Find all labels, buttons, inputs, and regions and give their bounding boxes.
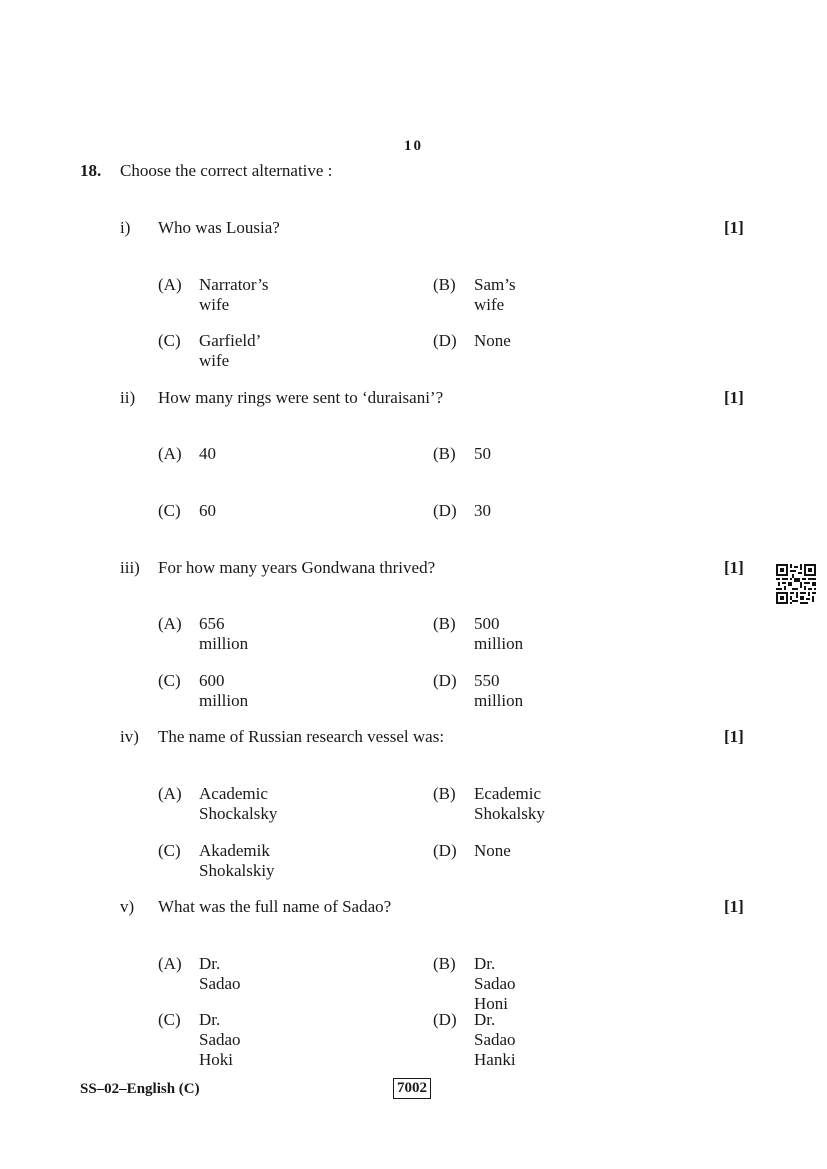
option-text: Ecademic Shokalsky [474, 784, 545, 823]
option-letter: (C) [158, 841, 181, 860]
option-text: Dr. Sadao [199, 954, 241, 993]
sub-question-numeral: v) [120, 897, 135, 916]
marks-label: [1] [724, 388, 744, 407]
option-text: 500 million [474, 614, 524, 653]
option-letter: (A) [158, 444, 182, 463]
option-letter: (D) [433, 331, 457, 350]
option-letter: (C) [158, 671, 181, 690]
option-letter: (D) [433, 501, 457, 520]
sub-question-2 [0, 388, 827, 408]
option-letter: (D) [433, 1010, 457, 1029]
option-letter: (B) [433, 444, 456, 463]
page-number: 10 [404, 138, 423, 154]
option-letter: (B) [433, 954, 456, 973]
option-letter: (B) [433, 784, 456, 803]
option-text: 550 million [474, 671, 524, 710]
sub-question-text: The name of Russian research vessel was: [158, 727, 445, 746]
option-letter: (C) [158, 1010, 181, 1029]
option-text: Dr. Sadao Hanki [474, 1010, 516, 1069]
option-text: 50 [474, 444, 491, 463]
sub-question-numeral: iv) [120, 727, 139, 746]
question-number: 18. [80, 161, 102, 180]
question-title: Choose the correct alternative : [120, 161, 333, 180]
sub-question-numeral: ii) [120, 388, 136, 407]
marks-label: [1] [724, 558, 744, 577]
option-letter: (C) [158, 501, 181, 520]
option-letter: (D) [433, 671, 457, 690]
option-letter: (B) [433, 275, 456, 294]
option-text: 656 million [199, 614, 249, 653]
option-text: 40 [199, 444, 216, 463]
sub-question-text: Who was Lousia? [158, 218, 280, 237]
option-text: Garfield’ wife [199, 331, 261, 370]
sub-question-text: How many rings were sent to ‘duraisani’? [158, 388, 444, 407]
option-letter: (D) [433, 841, 457, 860]
footer-page-code: 7002 [393, 1078, 431, 1099]
option-text: Dr. Sadao Honi [474, 954, 516, 1013]
option-letter: (A) [158, 954, 182, 973]
option-letter: (A) [158, 784, 182, 803]
option-letter: (C) [158, 331, 181, 350]
sub-question-3 [0, 558, 827, 578]
marks-label: [1] [724, 218, 744, 237]
sub-question-text: For how many years Gondwana thrived? [158, 558, 436, 577]
option-text: 30 [474, 501, 491, 520]
marks-label: [1] [724, 897, 744, 916]
qr-code-icon [776, 564, 816, 604]
option-text: 60 [199, 501, 216, 520]
option-letter: (B) [433, 614, 456, 633]
option-text: Akademik Shokalskiy [199, 841, 275, 880]
sub-question-numeral: iii) [120, 558, 140, 577]
footer-paper-code: SS–02–English (C) [80, 1081, 200, 1097]
option-letter: (A) [158, 275, 182, 294]
option-text: None [474, 841, 511, 860]
option-text: Dr. Sadao Hoki [199, 1010, 241, 1069]
option-text: Academic Shockalsky [199, 784, 278, 823]
option-text: 600 million [199, 671, 249, 710]
option-text: Sam’s wife [474, 275, 516, 314]
sub-question-4 [0, 727, 827, 747]
sub-question-1 [0, 218, 827, 238]
option-letter: (A) [158, 614, 182, 633]
sub-question-5 [0, 897, 827, 917]
option-text: None [474, 331, 511, 350]
sub-question-text: What was the full name of Sadao? [158, 897, 392, 916]
option-text: Narrator’s wife [199, 275, 269, 314]
sub-question-numeral: i) [120, 218, 131, 237]
marks-label: [1] [724, 727, 744, 746]
